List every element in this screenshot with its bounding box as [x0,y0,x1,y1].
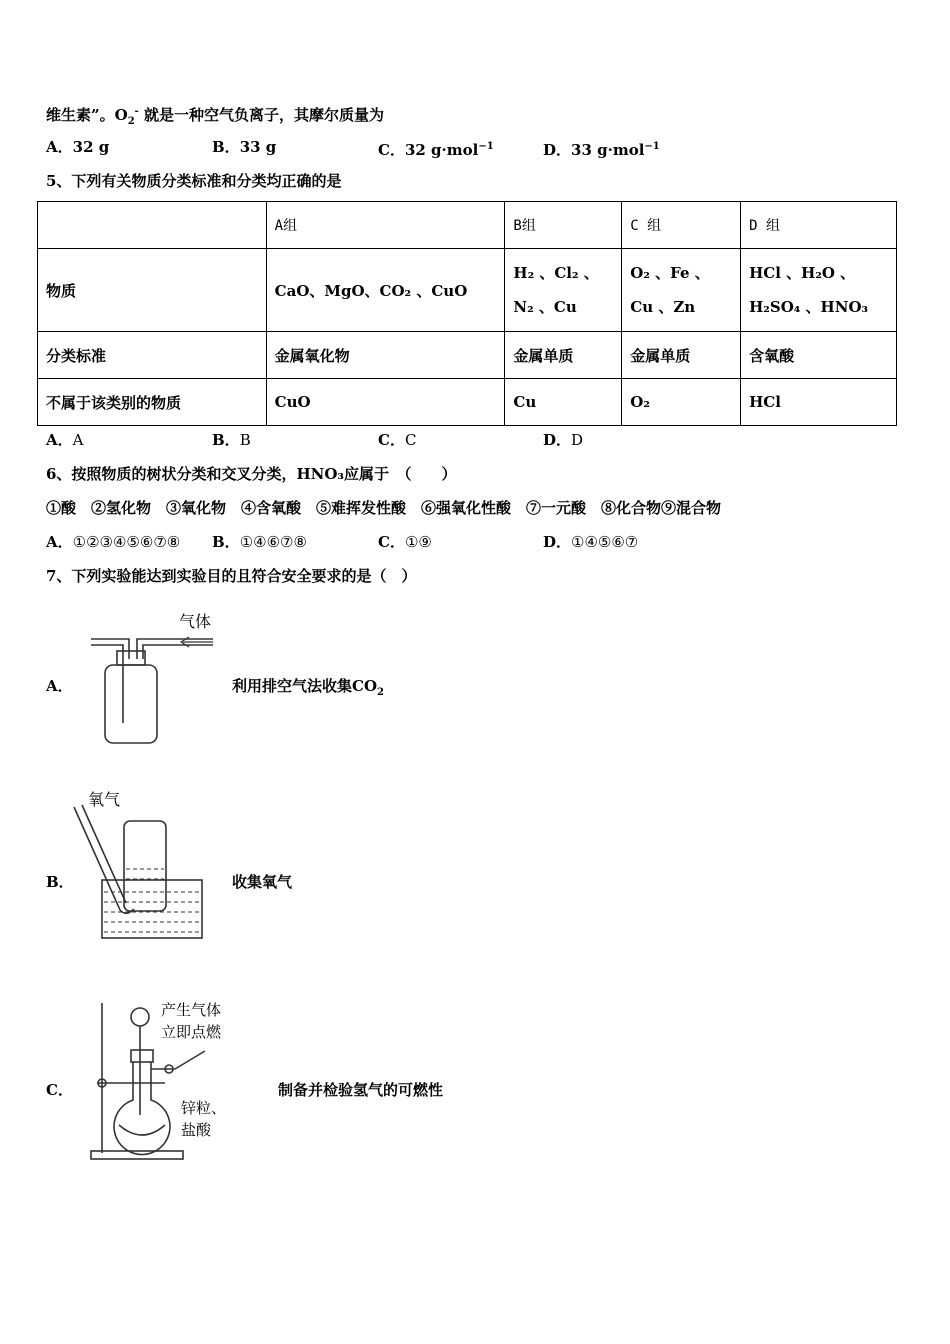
gas-produced-label: 产生气体 [161,1001,222,1019]
q7-stem: 7、下列实验能达到实验目的且符合安全要求的是（ ） [46,567,417,585]
q6-option-d[interactable]: D．①④⑤⑥⑦ [543,533,639,551]
q7-option-c[interactable]: C． [46,1081,73,1099]
q5-stem: 5、下列有关物质分类标准和分类均正确的是 [46,172,342,190]
q5-option-d[interactable]: D．D [543,431,584,449]
table-header-row [38,202,897,249]
header-c: C 组 [622,202,741,249]
cell-c-exception: O₂ [622,379,741,426]
q5-option-c[interactable]: C．C [378,431,417,449]
table-row [38,249,897,332]
oxygen-label: 氧气 [88,790,121,809]
gas-label: 气体 [179,612,212,631]
cell-c-substance: O₂ 、Fe 、 Cu 、Zn [622,249,741,332]
header-d: D 组 [741,202,897,249]
q6-choices: ①酸 ②氢化物 ③氧化物 ④含氧酸 ⑤难挥发性酸 ⑥强氧化性酸 ⑦一元酸 ⑧化合物⑨混合物 [46,499,722,517]
cell-b-exception: Cu [505,379,622,426]
header-a: A组 [266,202,505,249]
zinc-label: 锌粒、 [181,1099,227,1117]
acid-label: 盐酸 [181,1121,212,1139]
q4-option-c[interactable]: C．32 g·mol$^{-1}$ [378,141,494,159]
header-empty [38,202,267,249]
header-b: B组 [505,202,622,249]
gas-collection-bottle-figure [85,605,225,750]
cell-d-substance: HCl 、H₂O 、 H₂SO₄ 、HNO₃ [741,249,897,332]
q5-option-a[interactable]: A．A [46,431,84,449]
ignite-label: 立即点燃 [161,1023,222,1041]
cell-a-substance: CaO、MgO、CO₂ 、CuO [266,249,505,332]
cell-b-standard: 金属单质 [505,332,622,379]
cell-d-exception: HCl [741,379,897,426]
cell-d-standard: 含氧酸 [741,332,897,379]
q4-option-a[interactable]: A．32 g [46,138,110,156]
q4-option-d[interactable]: D．33 g·mol$^{-1}$ [543,141,660,159]
row-label-standard: 分类标准 [38,332,267,379]
cell-c-standard: 金属单质 [622,332,741,379]
cell-a-exception: CuO [266,379,505,426]
cell-a-standard: 金属氧化物 [266,332,505,379]
q7-b-description: 收集氧气 [232,873,293,891]
row-label-exception: 不属于该类别的物质 [38,379,267,426]
q6-option-b[interactable]: B．①④⑥⑦⑧ [212,533,307,551]
q6-option-a[interactable]: A．①②③④⑤⑥⑦⑧ [46,533,181,551]
q4-option-b[interactable]: B．33 g [212,138,277,156]
q5-table [37,201,897,426]
q5-option-b[interactable]: B．B [212,431,251,449]
q4-stem: 维生素”。$O_2^-$ 就是一种空气负离子，其摩尔质量为 [46,106,385,127]
q6-option-c[interactable]: C．①⑨ [378,533,432,551]
oxygen-collection-figure [70,785,210,945]
q7-option-b[interactable]: B． [46,873,74,891]
q7-option-a[interactable]: A． [46,677,73,695]
q7-c-description: 制备并检验氢气的可燃性 [278,1081,444,1099]
hydrogen-apparatus-figure [85,995,250,1165]
q7-a-description: 利用排空气法收集$CO_2$ [232,677,384,698]
q6-stem: 6、按照物质的树状分类和交叉分类，HNO₃应属于 （ ） [46,465,457,483]
table-row [38,379,897,426]
table-row [38,332,897,379]
cell-b-substance: H₂ 、Cl₂ 、 N₂ 、Cu [505,249,622,332]
row-label-substance: 物质 [38,249,267,332]
